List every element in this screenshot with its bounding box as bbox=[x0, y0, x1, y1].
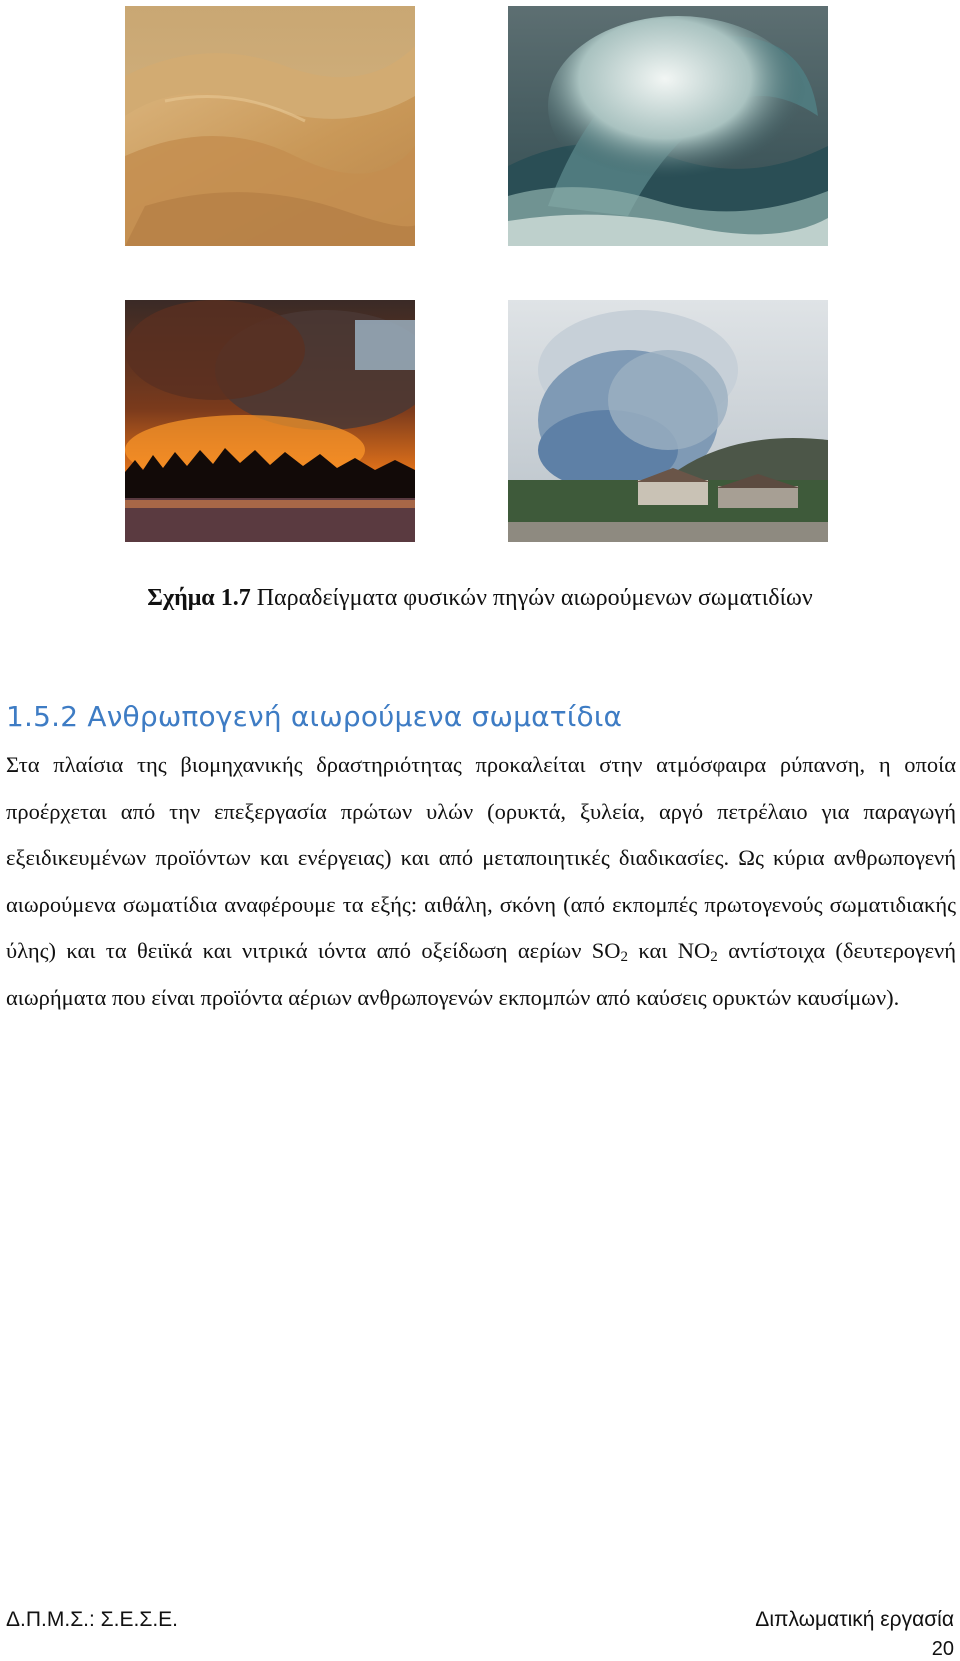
desert-dunes-photo bbox=[125, 6, 415, 246]
paragraph-text-3: αντίστοιχα (δευτερογενή αιωρήματα που είναι προϊόντα αέριων ανθρωπογενών εκπομπών από καύσεις ορυκτών καυσίμων). bbox=[6, 938, 956, 1010]
page-number: 20 bbox=[931, 1638, 954, 1660]
footer-right: Διπλωματική εργασία bbox=[755, 1608, 954, 1631]
volcano-eruption-photo bbox=[508, 300, 828, 542]
figure-caption-text: Παραδείγματα φυσικών πηγών αιωρούμενων σωματιδίων bbox=[250, 585, 813, 611]
figure-label: Σχήμα 1.7 bbox=[147, 585, 251, 611]
paragraph-text-2: και NO bbox=[628, 938, 711, 964]
paragraph-text-1: Στα πλαίσια της βιομηχανικής δραστηριότητας προκαλείται στην ατμόσφαιρα ρύπανση, η οποία προέρχεται από την επεξεργασία πρώτων υλών (ορυκτά, ξυλεία, αργό πετρέλαιο για παραγωγή εξειδικευμένων προϊόντων και ενέργειας) και από μεταποιητικές διαδικασίες. Ως κύρια ανθρωπογενή αιωρούμενα σωματίδια αναφέρουμε τα εξής: αιθάλη, σκόνη (από εκπομπές πρωτογενούς σωματιδιακής ύλης) και τα θειϊκά και νιτρικά ιόντα από οξείδωση αερίων SO bbox=[6, 752, 956, 964]
footer-left: Δ.Π.Μ.Σ.: Σ.Ε.Σ.Ε. bbox=[6, 1608, 178, 1631]
section-paragraph bbox=[6, 742, 956, 1022]
no2-subscript: 2 bbox=[710, 949, 718, 966]
section-heading: 1.5.2 Ανθρωπογενή αιωρούμενα σωματίδια bbox=[6, 700, 623, 733]
so2-subscript: 2 bbox=[620, 949, 629, 966]
ocean-wave-photo bbox=[508, 6, 828, 246]
figure-caption bbox=[0, 585, 960, 612]
forest-fire-photo bbox=[125, 300, 415, 542]
